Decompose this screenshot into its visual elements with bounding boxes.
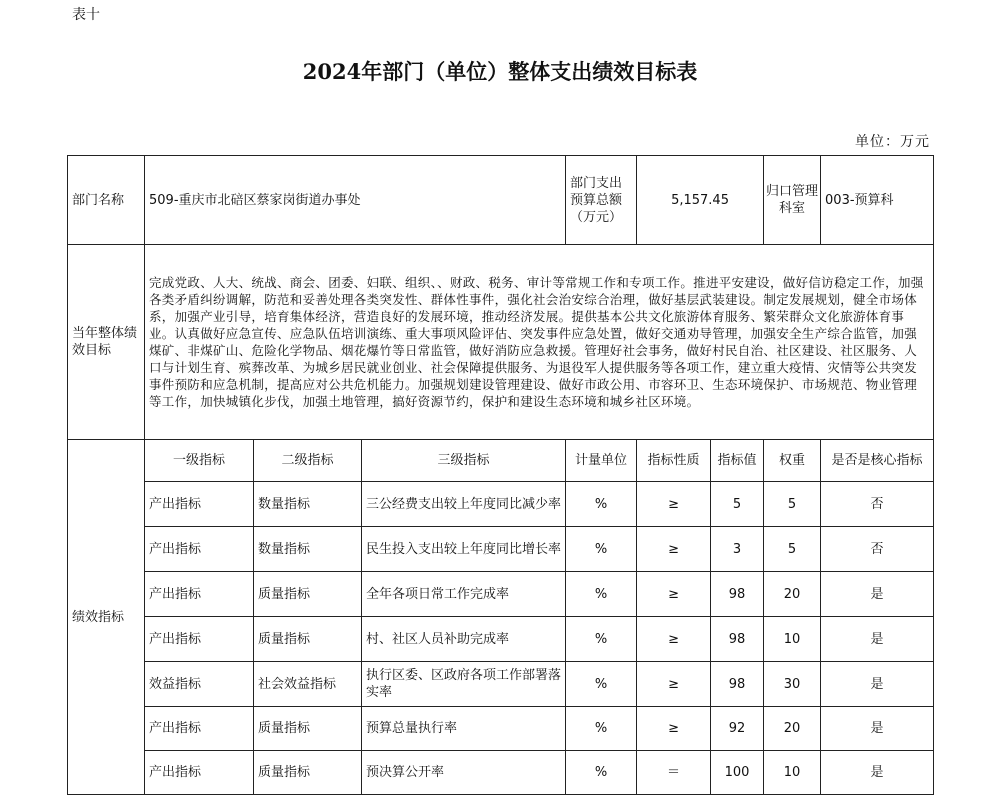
page-title: 2024年部门（单位）整体支出绩效目标表	[302, 59, 698, 84]
nature-cell: ≥	[637, 572, 711, 617]
budget-label: 部门支出预算总额（万元）	[566, 156, 637, 245]
weight-cell: 10	[764, 751, 821, 795]
unit-cell: %	[566, 527, 637, 572]
mgmt-value: 003-预算科	[821, 156, 934, 245]
goal-label: 当年整体绩效目标	[68, 245, 145, 440]
column-header: 三级指标	[362, 440, 566, 482]
level2-cell: 质量指标	[254, 751, 362, 795]
table-row	[68, 617, 934, 662]
value-cell: 98	[711, 617, 764, 662]
level1-cell: 效益指标	[145, 662, 254, 707]
mgmt-label: 归口管理科室	[764, 156, 821, 245]
value-cell: 98	[711, 572, 764, 617]
document-label: 表十	[72, 7, 100, 23]
level2-cell: 质量指标	[254, 707, 362, 751]
table-row	[68, 572, 934, 617]
column-header: 指标值	[711, 440, 764, 482]
level2-cell: 数量指标	[254, 527, 362, 572]
column-header: 一级指标	[145, 440, 254, 482]
level1-cell: 产出指标	[145, 751, 254, 795]
core-cell: 否	[821, 527, 934, 572]
level2-cell: 质量指标	[254, 617, 362, 662]
level1-cell: 产出指标	[145, 482, 254, 527]
weight-cell: 20	[764, 707, 821, 751]
column-header: 权重	[764, 440, 821, 482]
level3-cell: 全年各项日常工作完成率	[362, 572, 566, 617]
column-header: 指标性质	[637, 440, 711, 482]
unit-cell: %	[566, 751, 637, 795]
nature-cell: ≥	[637, 707, 711, 751]
table-row	[68, 751, 934, 795]
nature-cell: ≥	[637, 662, 711, 707]
core-cell: 是	[821, 572, 934, 617]
core-cell: 是	[821, 751, 934, 795]
core-cell: 是	[821, 662, 934, 707]
level3-cell: 预决算公开率	[362, 751, 566, 795]
header-row	[68, 156, 934, 245]
unit-cell: %	[566, 482, 637, 527]
unit-cell: %	[566, 617, 637, 662]
level3-cell: 预算总量执行率	[362, 707, 566, 751]
level1-cell: 产出指标	[145, 707, 254, 751]
core-cell: 否	[821, 482, 934, 527]
weight-cell: 5	[764, 482, 821, 527]
level3-cell: 村、社区人员补助完成率	[362, 617, 566, 662]
performance-table	[67, 155, 934, 795]
value-cell: 5	[711, 482, 764, 527]
level3-cell: 执行区委、区政府各项工作部署落实率	[362, 662, 566, 707]
unit-cell: %	[566, 707, 637, 751]
level2-cell: 数量指标	[254, 482, 362, 527]
budget-value: 5,157.45	[637, 156, 764, 245]
nature-cell: ≥	[637, 482, 711, 527]
goal-row	[68, 245, 934, 440]
value-cell: 98	[711, 662, 764, 707]
weight-cell: 10	[764, 617, 821, 662]
nature-cell: ＝	[637, 751, 711, 795]
value-cell: 3	[711, 527, 764, 572]
core-cell: 是	[821, 617, 934, 662]
dept-name-label: 部门名称	[68, 156, 145, 245]
unit-cell: %	[566, 662, 637, 707]
level3-cell: 三公经费支出较上年度同比减少率	[362, 482, 566, 527]
table-row	[68, 707, 934, 751]
level2-cell: 质量指标	[254, 572, 362, 617]
level1-cell: 产出指标	[145, 572, 254, 617]
core-cell: 是	[821, 707, 934, 751]
unit-label: 单位：万元	[855, 134, 930, 150]
table-row	[68, 527, 934, 572]
unit-cell: %	[566, 572, 637, 617]
nature-cell: ≥	[637, 617, 711, 662]
value-cell: 100	[711, 751, 764, 795]
nature-cell: ≥	[637, 527, 711, 572]
indicators-label: 绩效指标	[68, 440, 145, 795]
dept-name-value: 509-重庆市北碚区蔡家岗街道办事处	[145, 156, 566, 245]
weight-cell: 20	[764, 572, 821, 617]
level1-cell: 产出指标	[145, 617, 254, 662]
level3-cell: 民生投入支出较上年度同比增长率	[362, 527, 566, 572]
indicator-header-row	[68, 440, 934, 482]
weight-cell: 5	[764, 527, 821, 572]
value-cell: 92	[711, 707, 764, 751]
column-header: 计量单位	[566, 440, 637, 482]
weight-cell: 30	[764, 662, 821, 707]
goal-text: 完成党政、人大、统战、商会、团委、妇联、组织、、财政、税务、审计等常规工作和专项工作。推进平安建设，做好信访稳定工作，加强各类矛盾纠纷调解，防范和妥善处理各类突发性、群体性事件，强化社会治安综合治理，做好基层武装建设。制定发展规划，健全市场体系，加强产业引导，培育集体经济，营造良好的发展环境，推动经济发展。提供基本公共文化旅游体育服务、繁荣群众文化旅游体育事业。认真做好应急宣传、应急队伍培训演练、重大事项风险评估、突发事件应急处置，做好交通劝导管理，加强安全生产综合监管，加强煤矿、非煤矿山、危险化学物品、烟花爆竹等日常监管，做好消防应急救援。管理好社会事务，做好村民自治、社区建设、社区服务、人口与计划生育、殡葬改革、为城乡居民就业创业、社会保障提供服务、为退役军人提供服务等各项工作，建立重大疫情、灾情等公共突发事件预防和应急机制，提高应对公共危机能力。加强规划建设管理建设、做好市政公用、市容环卫、生态环境保护、市场规范、物业管理等工作，加快城镇化步伐，加强土地管理，搞好资源节约，保护和建设生态环境和城乡社区环境。	[145, 245, 934, 440]
table-row	[68, 482, 934, 527]
column-header: 是否是核心指标	[821, 440, 934, 482]
level2-cell: 社会效益指标	[254, 662, 362, 707]
column-header: 二级指标	[254, 440, 362, 482]
table-row	[68, 662, 934, 707]
level1-cell: 产出指标	[145, 527, 254, 572]
